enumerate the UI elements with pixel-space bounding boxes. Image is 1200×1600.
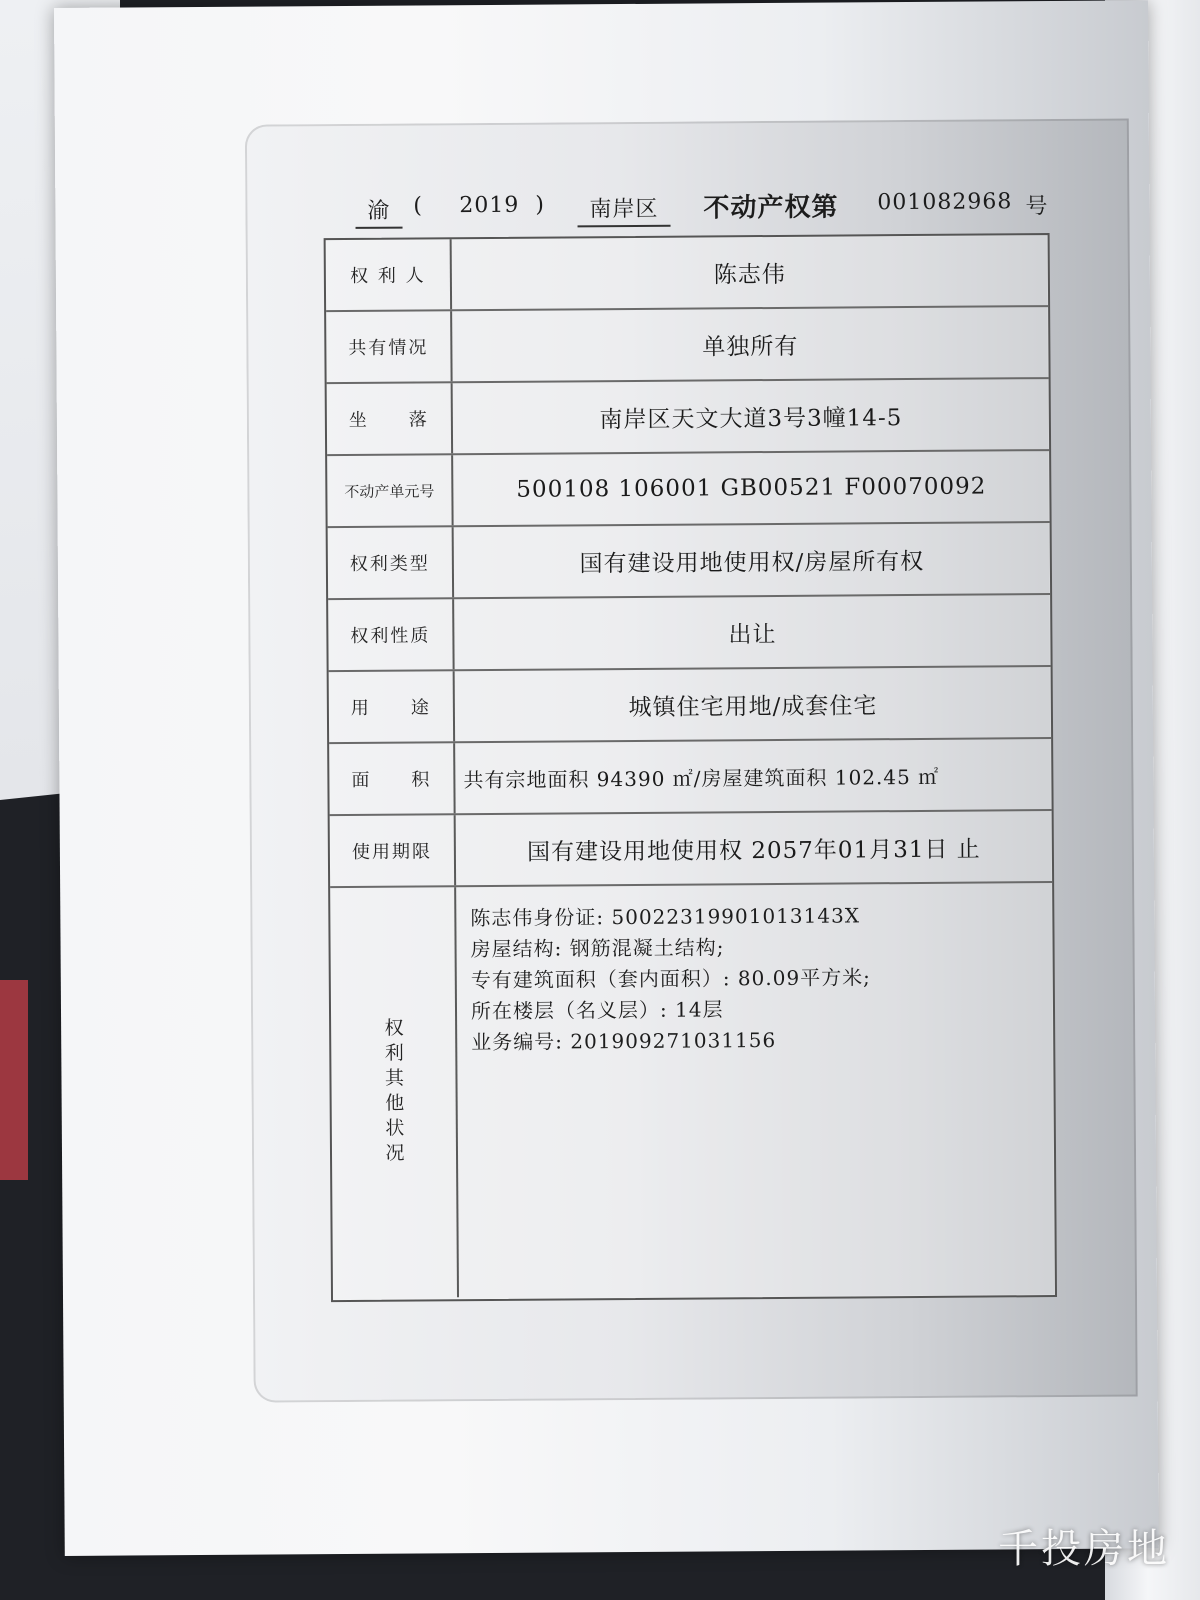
table-row-area <box>329 739 1051 816</box>
document-sheet <box>54 0 1159 1556</box>
unit-number-value: 500108 106001 GB00521 F00070092 <box>516 473 987 503</box>
id-card-line: 陈志伟身份证: 50022319901013143X <box>470 903 861 931</box>
table-row-right-type <box>328 523 1050 600</box>
certificate-number-suffix: 号 <box>1025 194 1049 220</box>
term-label: 使用期限 <box>330 815 456 886</box>
district-name: 南岸区 <box>577 192 670 228</box>
purpose-value: 城镇住宅用地/成套住宅 <box>628 692 878 721</box>
site-watermark: 千投房地 <box>998 1526 1170 1572</box>
floor-line: 所在楼层（名义层）: 14层 <box>470 997 724 1024</box>
ownership-label: 共有情况 <box>326 311 452 382</box>
area-value: 共有宗地面积 94390 ㎡/房屋建筑面积 102.45 ㎡ <box>463 764 940 792</box>
location-label: 坐 落 <box>327 383 453 454</box>
table-row-ownership <box>326 307 1048 384</box>
other-status-content <box>470 899 1041 1058</box>
table-row-purpose <box>329 667 1051 744</box>
structure-line: 房屋结构: 钢筋混凝土结构; <box>470 935 725 962</box>
table-row-other-status <box>330 883 1055 1298</box>
right-nature-value: 出让 <box>728 621 777 648</box>
certificate-year: 2019 <box>459 192 520 219</box>
area-label: 面 积 <box>329 743 455 814</box>
province-code: 渝 <box>355 194 402 229</box>
right-nature-label: 权利性质 <box>328 599 454 670</box>
table-row-right-nature <box>328 595 1050 672</box>
right-holder-value: 陈志伟 <box>713 261 786 288</box>
background-red-object <box>0 980 28 1180</box>
paren-close: ) <box>535 192 546 218</box>
business-number-line: 业务编号: 201909271031156 <box>471 1027 777 1055</box>
term-value: 国有建设用地使用权 2057年01月31日 止 <box>526 836 981 866</box>
right-type-label: 权利类型 <box>328 527 454 598</box>
right-holder-label: 权 利 人 <box>326 239 452 310</box>
table-row-right-holder <box>326 235 1048 312</box>
table-row-location <box>327 379 1049 456</box>
other-status-label: 权利其他状况 <box>381 1017 405 1168</box>
unit-number-label: 不动产单元号 <box>327 455 453 526</box>
right-type-value: 国有建设用地使用权/房屋所有权 <box>579 548 925 577</box>
purpose-label: 用 途 <box>329 671 455 742</box>
ownership-value: 单独所有 <box>702 333 799 360</box>
table-row-term <box>330 811 1052 888</box>
property-certificate-form <box>245 118 1138 1402</box>
certificate-number: 001082968 <box>877 189 1013 216</box>
property-details-table <box>324 233 1057 1302</box>
other-status-label-cell <box>330 887 459 1298</box>
exclusive-area-line: 专有建筑面积（套内面积）: 80.09平方米; <box>470 965 871 993</box>
table-row-unit-number <box>327 451 1049 528</box>
certificate-heading <box>355 181 1115 232</box>
location-value: 南岸区天文大道3号3幢14-5 <box>599 404 903 433</box>
paren-open: ( <box>413 193 424 219</box>
certificate-title: 不动产权第 <box>703 192 839 224</box>
